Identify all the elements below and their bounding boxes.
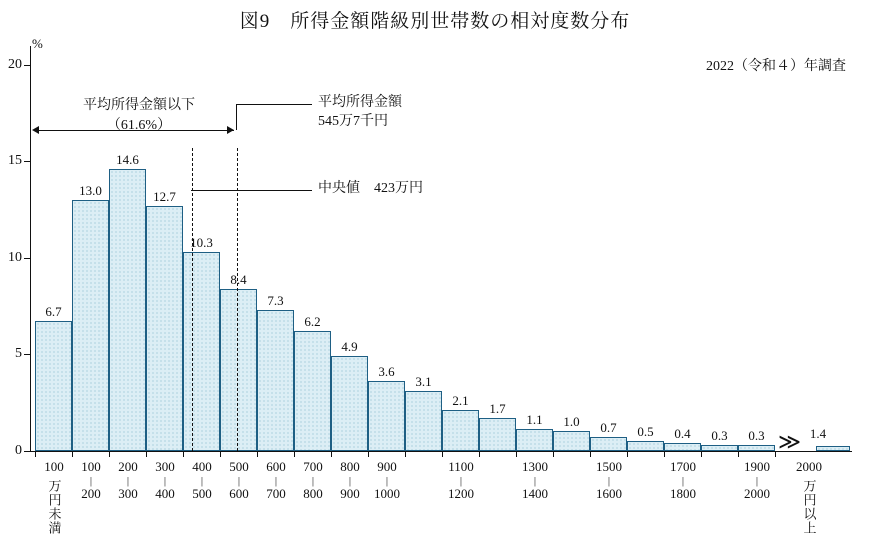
plot-area — [8, 46, 852, 458]
bar-value-11: 2.1 — [452, 393, 469, 408]
x-label-11-to: 1400 — [522, 486, 548, 502]
bar-1 — [72, 200, 109, 451]
x-label-2-sep: | — [126, 474, 130, 487]
median-callout-label: 中央値 423万円 — [318, 181, 423, 196]
bar-value-17: 0.4 — [674, 426, 691, 441]
x-label-15-value: 2000 — [796, 459, 822, 474]
bar-5 — [220, 289, 257, 451]
y-tick-20 — [24, 65, 30, 66]
x-label-6-from: 600 — [266, 459, 286, 474]
y-tick-label-5: 5 — [15, 346, 22, 361]
bar-value-10: 3.1 — [415, 374, 432, 389]
x-label-6-sep: | — [274, 474, 278, 487]
page-title: 図9 所得金額階級別世帯数の相対度数分布 — [239, 11, 631, 32]
bar-value-12: 1.7 — [489, 401, 506, 416]
x-label-8-to: 900 — [340, 486, 360, 502]
x-label-10-sep: | — [459, 474, 463, 487]
below-average-text-2: （61.6%） — [106, 117, 172, 133]
x-label-14 — [734, 460, 780, 502]
bar-0 — [35, 321, 72, 451]
x-label-0-vertical: 万円未満 — [46, 478, 62, 535]
bar-value-16: 0.5 — [637, 424, 654, 439]
bar-14 — [553, 431, 590, 451]
bar-8 — [331, 356, 368, 451]
bar-value-19: 0.3 — [748, 428, 765, 443]
x-label-7-to: 800 — [303, 486, 323, 502]
bar-value-3: 12.7 — [153, 189, 176, 204]
x-label-2-from: 200 — [118, 459, 138, 474]
x-label-14-from: 1900 — [744, 459, 770, 474]
bar-15 — [590, 437, 627, 451]
y-tick-label-10: 10 — [8, 250, 22, 265]
bar-value-4: 10.3 — [190, 235, 213, 250]
x-label-5-to: 600 — [229, 486, 249, 502]
x-label-9 — [364, 460, 410, 502]
x-label-15 — [786, 460, 832, 539]
bar-value-9: 3.6 — [378, 364, 395, 379]
x-label-1-from: 100 — [81, 459, 101, 474]
bar-7 — [294, 331, 331, 451]
x-label-9-to: 1000 — [374, 486, 400, 502]
y-tick-0 — [24, 451, 30, 452]
bar-value-14: 1.0 — [563, 414, 580, 429]
x-label-5-from: 500 — [229, 459, 249, 474]
x-label-12 — [586, 460, 632, 502]
x-label-11-from: 1300 — [522, 459, 548, 474]
x-label-3-to: 400 — [155, 486, 175, 502]
bar-9 — [368, 381, 405, 451]
bar-12 — [479, 418, 516, 451]
bar-3 — [146, 206, 183, 451]
median-callout-horizontal — [191, 190, 312, 191]
x-label-5-sep: | — [237, 474, 241, 487]
y-tick-10 — [24, 258, 30, 259]
x-label-11 — [512, 460, 558, 502]
bar-value-18: 0.3 — [711, 428, 728, 443]
x-label-9-from: 900 — [377, 459, 397, 474]
below-average-label — [44, 96, 234, 135]
x-label-1-sep: | — [89, 474, 93, 487]
bar-value-15: 0.7 — [600, 420, 617, 435]
bar-value-20: 1.4 — [809, 426, 827, 441]
bar-value-5: 8.4 — [230, 272, 247, 287]
bar-6 — [257, 310, 294, 451]
x-label-8-sep: | — [348, 474, 352, 487]
y-tick-15 — [24, 161, 30, 162]
mean-text-1: 平均所得金額 — [318, 95, 402, 110]
mean-callout-horizontal — [236, 104, 312, 105]
x-label-11-sep: | — [533, 474, 537, 487]
bar-20 — [816, 446, 850, 451]
x-label-4-sep: | — [200, 474, 204, 487]
x-label-1-to: 200 — [81, 486, 101, 502]
x-label-13-to: 1800 — [670, 486, 696, 502]
bar-value-8: 4.9 — [341, 339, 358, 354]
x-label-8-from: 800 — [340, 459, 360, 474]
bar-18 — [701, 445, 738, 451]
bar-19 — [738, 445, 775, 451]
x-label-7-from: 700 — [303, 459, 323, 474]
mean-callout-vertical — [236, 104, 237, 130]
bar-value-0: 6.7 — [45, 304, 62, 319]
x-label-4-to: 500 — [192, 486, 212, 502]
x-label-10 — [438, 460, 484, 502]
bar-11 — [442, 410, 479, 451]
bar-10 — [405, 391, 442, 451]
x-label-12-sep: | — [607, 474, 611, 487]
mean-line — [237, 148, 238, 451]
x-label-13-sep: | — [681, 474, 685, 487]
x-label-4-from: 400 — [192, 459, 212, 474]
x-label-3-from: 300 — [155, 459, 175, 474]
x-label-15-vertical: 万円以上 — [801, 478, 817, 535]
bar-value-13: 1.1 — [526, 412, 543, 427]
bar-2 — [109, 169, 146, 451]
y-tick-label-15: 15 — [8, 153, 22, 168]
y-tick-label-0: 0 — [15, 443, 22, 458]
mean-callout-label — [318, 94, 402, 132]
bar-value-6: 7.3 — [267, 293, 284, 308]
y-tick-label-20: 20 — [8, 57, 22, 72]
x-label-7-sep: | — [311, 474, 315, 487]
below-average-text-1: 平均所得金額以下 — [83, 98, 195, 113]
x-label-13-from: 1700 — [670, 459, 696, 474]
x-label-12-from: 1500 — [596, 459, 622, 474]
y-tick-5 — [24, 354, 30, 355]
bar-value-2: 14.6 — [116, 152, 139, 167]
x-label-14-to: 2000 — [744, 486, 770, 502]
x-label-6-to: 700 — [266, 486, 286, 502]
below-average-arrow-left — [32, 126, 39, 134]
bar-value-7: 6.2 — [304, 314, 321, 329]
y-axis-unit: % — [32, 36, 43, 51]
x-label-2-to: 300 — [118, 486, 138, 502]
bar-value-1: 13.0 — [79, 183, 102, 198]
mean-text-2: 545万7千円 — [318, 113, 388, 129]
bar-17 — [664, 443, 701, 451]
x-label-14-sep: | — [755, 474, 759, 487]
x-label-12-to: 1600 — [596, 486, 622, 502]
x-label-3-sep: | — [163, 474, 167, 487]
bar-13 — [516, 429, 553, 451]
survey-note: 2022（令和４）年調査 — [706, 59, 846, 74]
x-label-10-from: 1100 — [448, 459, 474, 474]
axis-break-symbol: ≫ — [778, 429, 802, 454]
bar-4 — [183, 252, 220, 451]
x-axis-labels — [31, 452, 853, 552]
x-label-10-to: 1200 — [448, 486, 474, 502]
bar-16 — [627, 441, 664, 451]
x-label-9-sep: | — [385, 474, 389, 487]
x-label-0-value: 100 — [44, 459, 64, 474]
x-label-13 — [660, 460, 706, 502]
median-line — [192, 148, 193, 451]
